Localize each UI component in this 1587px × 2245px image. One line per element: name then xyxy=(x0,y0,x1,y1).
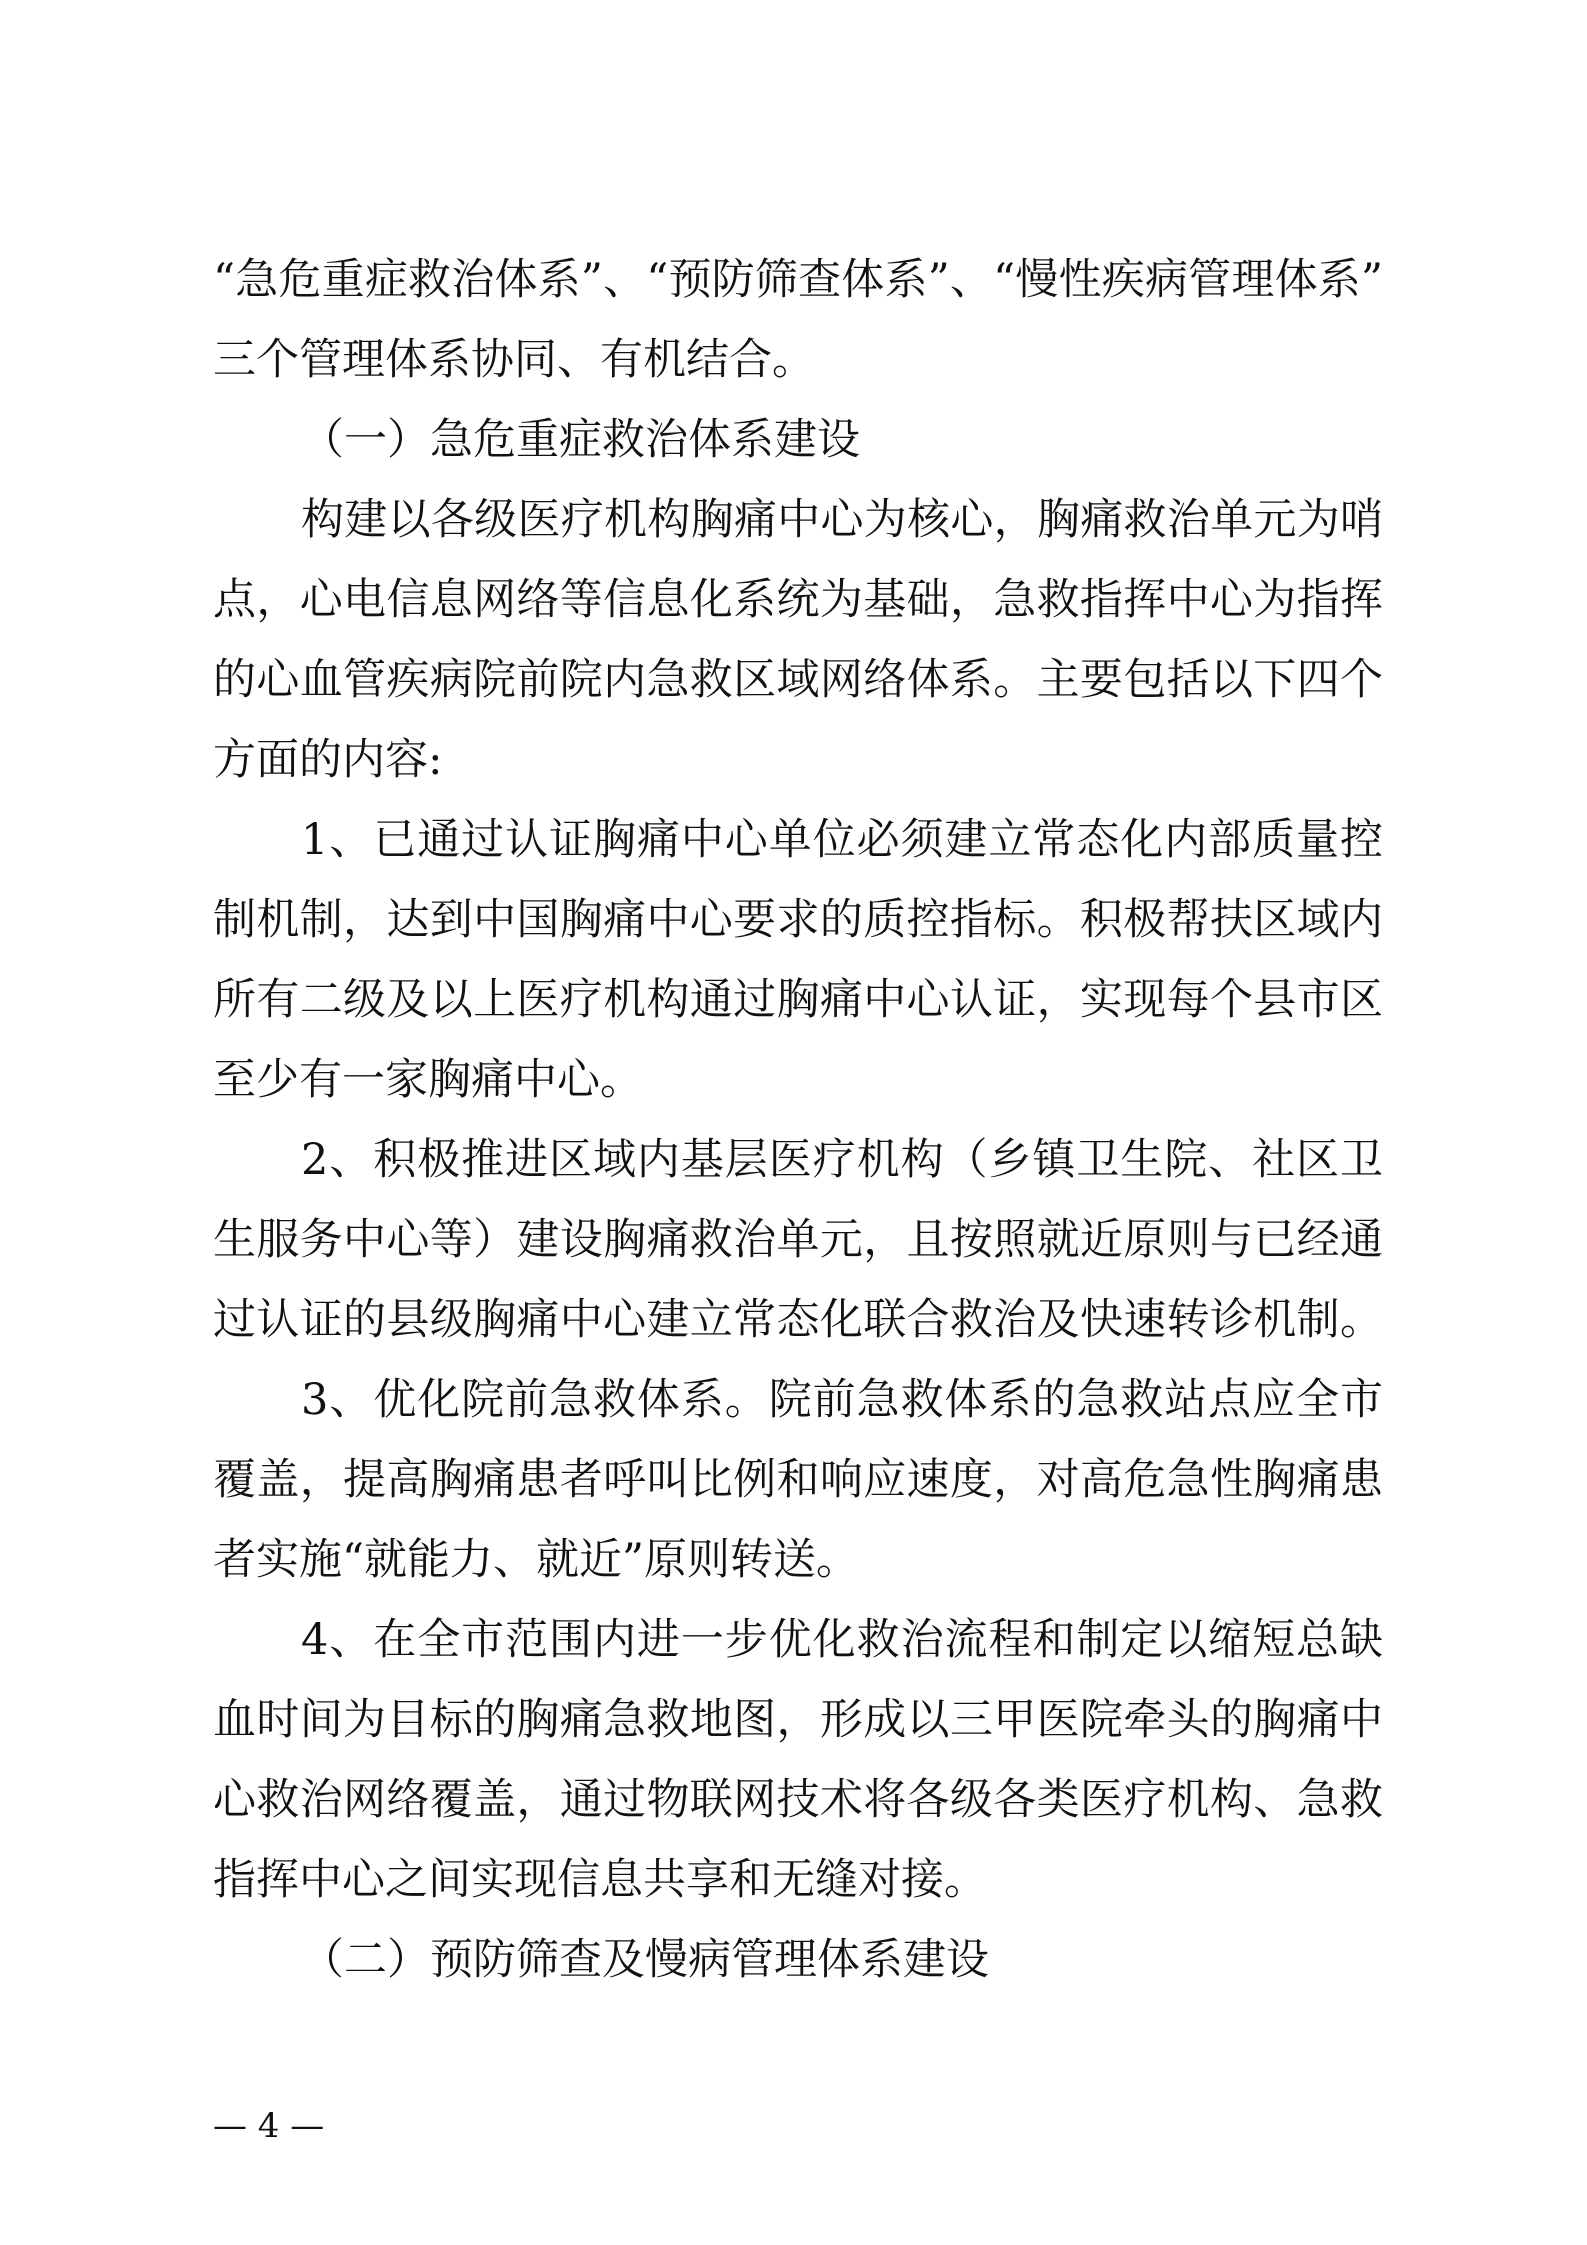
paragraph-line: 过认证的县级胸痛中心建立常态化联合救治及快速转诊机制。 xyxy=(213,1295,1383,1345)
page-number: — 4 — xyxy=(213,2106,325,2146)
paragraph-line: 构建以各级医疗机构胸痛中心为核心，胸痛救治单元为哨 xyxy=(301,495,1383,545)
paragraph-line: 至少有一家胸痛中心。 xyxy=(213,1055,643,1105)
paragraph-line: 方面的内容: xyxy=(213,735,443,785)
paragraph-line: 的心血管疾病院前院内急救区域网络体系。主要包括以下四个 xyxy=(213,655,1383,705)
paragraph-line: 制机制，达到中国胸痛中心要求的质控指标。积极帮扶区域内 xyxy=(213,895,1383,945)
paragraph-line: 4、在全市范围内进一步优化救治流程和制定以缩短总缺 xyxy=(301,1615,1383,1665)
section-heading: （一）急危重症救治体系建设 xyxy=(301,415,860,465)
section-heading: （二）预防筛查及慢病管理体系建设 xyxy=(301,1935,989,1985)
paragraph-line: “急危重症救治体系”、“预防筛查体系”、“慢性疾病管理体系” xyxy=(213,255,1383,305)
paragraph-line: 2、积极推进区域内基层医疗机构（乡镇卫生院、社区卫 xyxy=(301,1135,1383,1185)
paragraph-line: 三个管理体系协同、有机结合。 xyxy=(213,335,815,385)
paragraph-line: 1、已通过认证胸痛中心单位必须建立常态化内部质量控 xyxy=(301,815,1383,865)
paragraph-line: 生服务中心等）建设胸痛救治单元，且按照就近原则与已经通 xyxy=(213,1215,1383,1265)
paragraph-line: 覆盖，提高胸痛患者呼叫比例和响应速度，对高危急性胸痛患 xyxy=(213,1455,1383,1505)
paragraph-line: 心救治网络覆盖，通过物联网技术将各级各类医疗机构、急救 xyxy=(213,1775,1383,1825)
paragraph-line: 者实施“就能力、就近”原则转送。 xyxy=(213,1535,859,1585)
paragraph-line: 指挥中心之间实现信息共享和无缝对接。 xyxy=(213,1855,987,1905)
paragraph-line: 3、优化院前急救体系。院前急救体系的急救站点应全市 xyxy=(301,1375,1383,1425)
paragraph-line: 所有二级及以上医疗机构通过胸痛中心认证，实现每个县市区 xyxy=(213,975,1383,1025)
body-text xyxy=(213,240,1383,2000)
paragraph-line: 点，心电信息网络等信息化系统为基础，急救指挥中心为指挥 xyxy=(213,575,1383,625)
paragraph-line: 血时间为目标的胸痛急救地图，形成以三甲医院牵头的胸痛中 xyxy=(213,1695,1383,1745)
